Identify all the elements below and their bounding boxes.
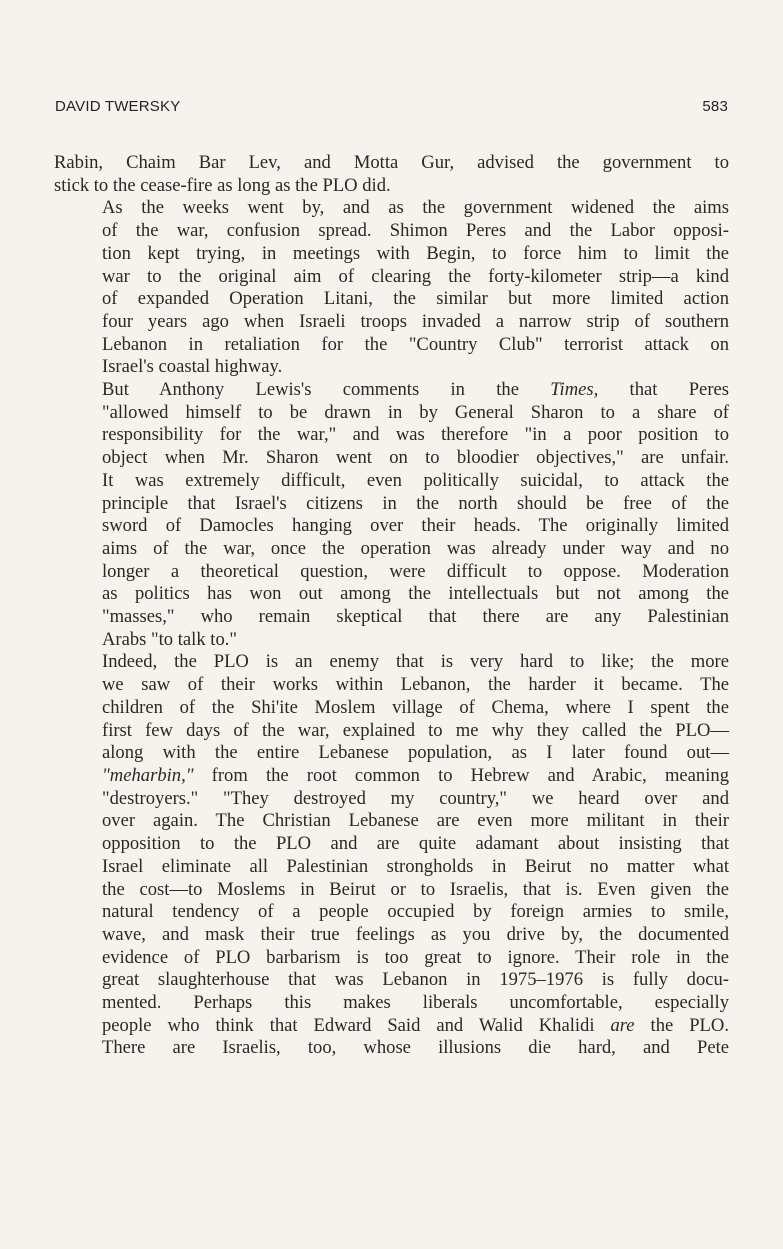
text-line: people who think that Edward Said and Walid Khalidi are the PLO. [102, 1014, 729, 1036]
text-line: Indeed, the PLO is an enemy that is very hard to like; the more [102, 651, 729, 673]
text-line: mented. Perhaps this makes liberals uncomfortable, especially [102, 992, 729, 1014]
text-line: "meharbin," from the root common to Hebrew and Arabic, meaning [102, 764, 729, 786]
text-line: wave, and mask their true feelings as you drive by, the documented [102, 923, 729, 945]
text-line: war to the original aim of clearing the forty-kilometer strip—a kind [102, 265, 729, 287]
paragraph [54, 197, 729, 379]
text-line: Arabs "to talk to." [102, 628, 237, 650]
text-line: responsibility for the war," and was therefore "in a poor position to [102, 424, 729, 446]
running-head [55, 98, 728, 115]
text-line: Lebanon in retaliation for the "Country Club" terrorist attack on [102, 333, 729, 355]
running-head-author: DAVID TWERSKY [55, 98, 181, 115]
text-line: natural tendency of a people occupied by foreign armies to smile, [102, 901, 729, 923]
text-line: "masses," who remain skeptical that there are any Palestinian [102, 606, 729, 628]
text-line: the cost—to Moslems in Beirut or to Israelis, that is. Even given the [102, 878, 729, 900]
text-line: great slaughterhouse that was Lebanon in 1975–1976 is fully docu- [102, 969, 729, 991]
text-line: It was extremely difficult, even politically suicidal, to attack the [102, 469, 729, 491]
text-line: object when Mr. Sharon went on to bloodier objectives," are unfair. [102, 447, 729, 469]
text-line: principle that Israel's citizens in the north should be free of the [102, 492, 729, 514]
text-line: But Anthony Lewis's comments in the Times, that Peres [102, 379, 729, 401]
text-line: "allowed himself to be drawn in by General Sharon to a share of [102, 401, 729, 423]
text-line: stick to the cease-fire as long as the PLO did. [54, 174, 391, 196]
text-line: Israel eliminate all Palestinian strongholds in Beirut no matter what [102, 855, 729, 877]
text-line: along with the entire Lebanese population, as I later found out— [102, 742, 729, 764]
text-line: evidence of PLO barbarism is too great to ignore. Their role in the [102, 946, 729, 968]
text-line: children of the Shi'ite Moslem village of Chema, where I spent the [102, 696, 729, 718]
text-line: Rabin, Chaim Bar Lev, and Motta Gur, advised the government to [54, 152, 729, 173]
text-line: four years ago when Israeli troops invaded a narrow strip of southern [102, 310, 729, 332]
text-line: Israel's coastal highway. [102, 356, 283, 378]
text-line: opposition to the PLO and are quite adamant about insisting that [102, 833, 729, 855]
text-line: aims of the war, once the operation was already under way and no [102, 537, 729, 559]
text-line: as politics has won out among the intellectuals but not among the [102, 583, 729, 605]
paragraph [54, 651, 729, 1060]
text-line: There are Israelis, too, whose illusions die hard, and Pete [102, 1037, 729, 1059]
text-line: As the weeks went by, and as the government widened the aims [102, 197, 729, 219]
paragraph [54, 152, 729, 197]
page-number: 583 [702, 98, 728, 115]
text-line: over again. The Christian Lebanese are even more militant in their [102, 810, 729, 832]
text-line: we saw of their works within Lebanon, the harder it became. The [102, 674, 729, 696]
text-line: "destroyers." "They destroyed my country," we heard over and [102, 787, 729, 809]
body-text [54, 152, 729, 1060]
text-line: of expanded Operation Litani, the similar but more limited action [102, 288, 729, 310]
paragraph [54, 379, 729, 651]
text-line: first few days of the war, explained to me why they called the PLO— [102, 719, 729, 741]
text-line: of the war, confusion spread. Shimon Peres and the Labor opposi- [102, 220, 729, 242]
text-line: sword of Damocles hanging over their heads. The originally limited [102, 515, 729, 537]
text-line: longer a theoretical question, were difficult to oppose. Moderation [102, 560, 729, 582]
text-line: tion kept trying, in meetings with Begin, to force him to limit the [102, 242, 729, 264]
